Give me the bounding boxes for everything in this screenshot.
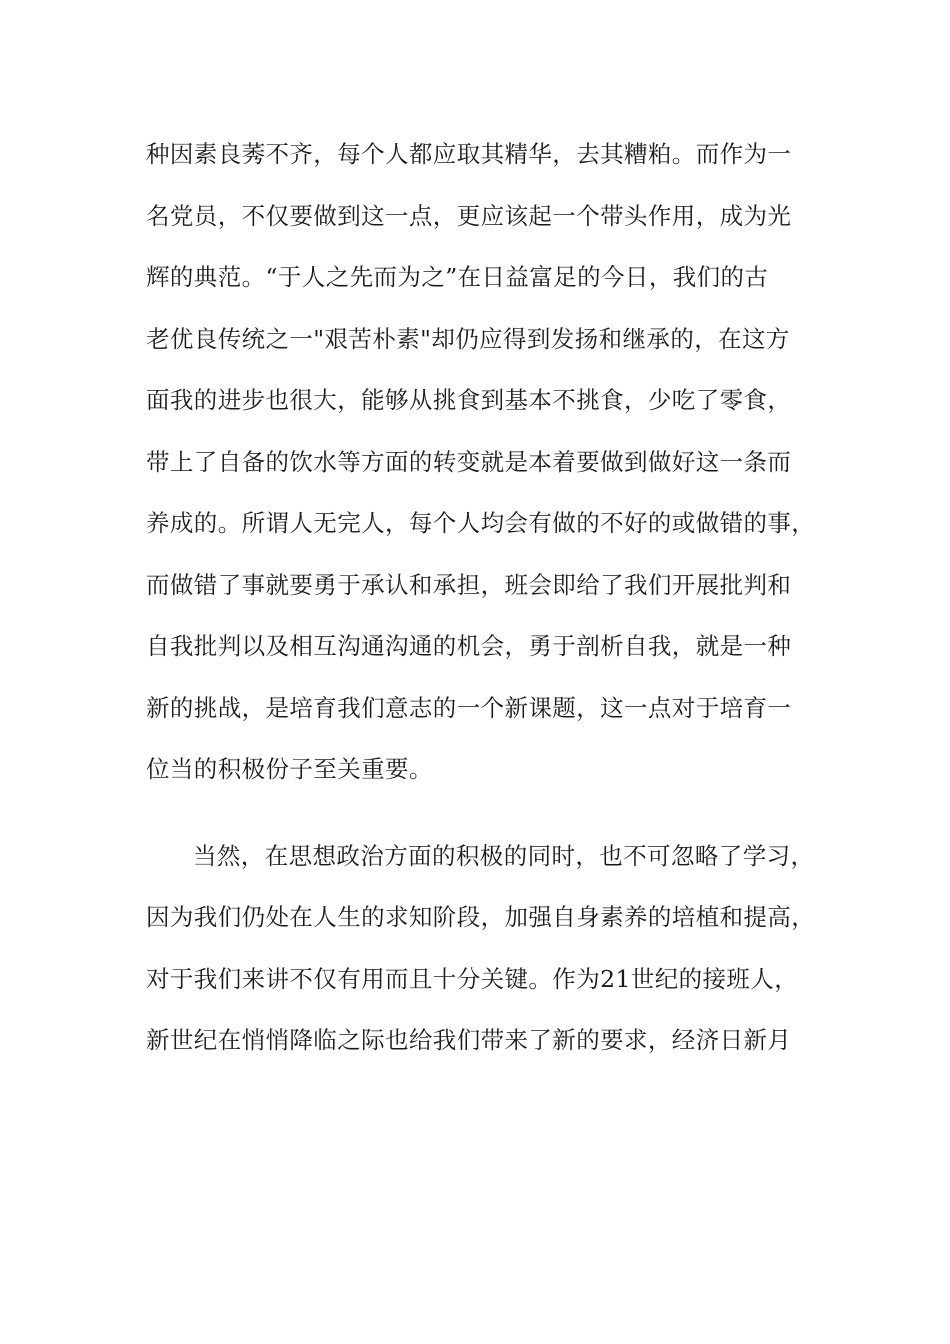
text-line: 新世纪在悄悄降临之际也给我们带来了新的要求，经济日新月 (146, 1026, 792, 1054)
text-line: 老优良传统之一"艰苦朴素"却仍应得到发扬和继承的，在这方 (146, 324, 790, 353)
text-line: 因为我们仍处在人生的求知阶段，加强自身素养的培植和提高， (146, 903, 816, 931)
paragraph-1 (146, 128, 816, 805)
text-line: 位当的积极份子至关重要。 (146, 755, 433, 783)
text-line: 新的挑战，是培育我们意志的一个新课题，这一点对于培育一 (146, 693, 792, 722)
text-line: 种因素良莠不齐，每个人都应取其精华，去其糟粕。而作为一 (146, 140, 792, 168)
text-line: 面我的进步也很大，能够从挑食到基本不挑食，少吃了零食， (146, 386, 792, 414)
text-line: 辉的典范。“于人之先而为之”在日益富足的今日，我们的古 (146, 263, 769, 291)
text-line: 名党员，不仅要做到这一点，更应该起一个带头作用，成为光 (146, 201, 792, 230)
paragraph-2 (146, 830, 816, 1076)
text-line: 对于我们来讲不仅有用而且十分关键。作为21世纪的接班人， (146, 964, 799, 993)
paragraph-gap (146, 805, 816, 830)
text-line: 而做错了事就要勇于承认和承担，班会即给了我们开展批判和 (146, 570, 792, 599)
text-line: 当然，在思想政治方面的积极的同时，也不可忽略了学习， (193, 841, 815, 870)
document-body (146, 128, 816, 1076)
text-line: 带上了自备的饮水等方面的转变就是本着要做到做好这一条而 (146, 447, 792, 476)
text-line: 自我批判以及相互沟通沟通的机会，勇于剖析自我，就是一种 (146, 632, 792, 660)
text-line: 养成的。所谓人无完人，每个人均会有做的不好的或做错的事， (146, 509, 816, 537)
